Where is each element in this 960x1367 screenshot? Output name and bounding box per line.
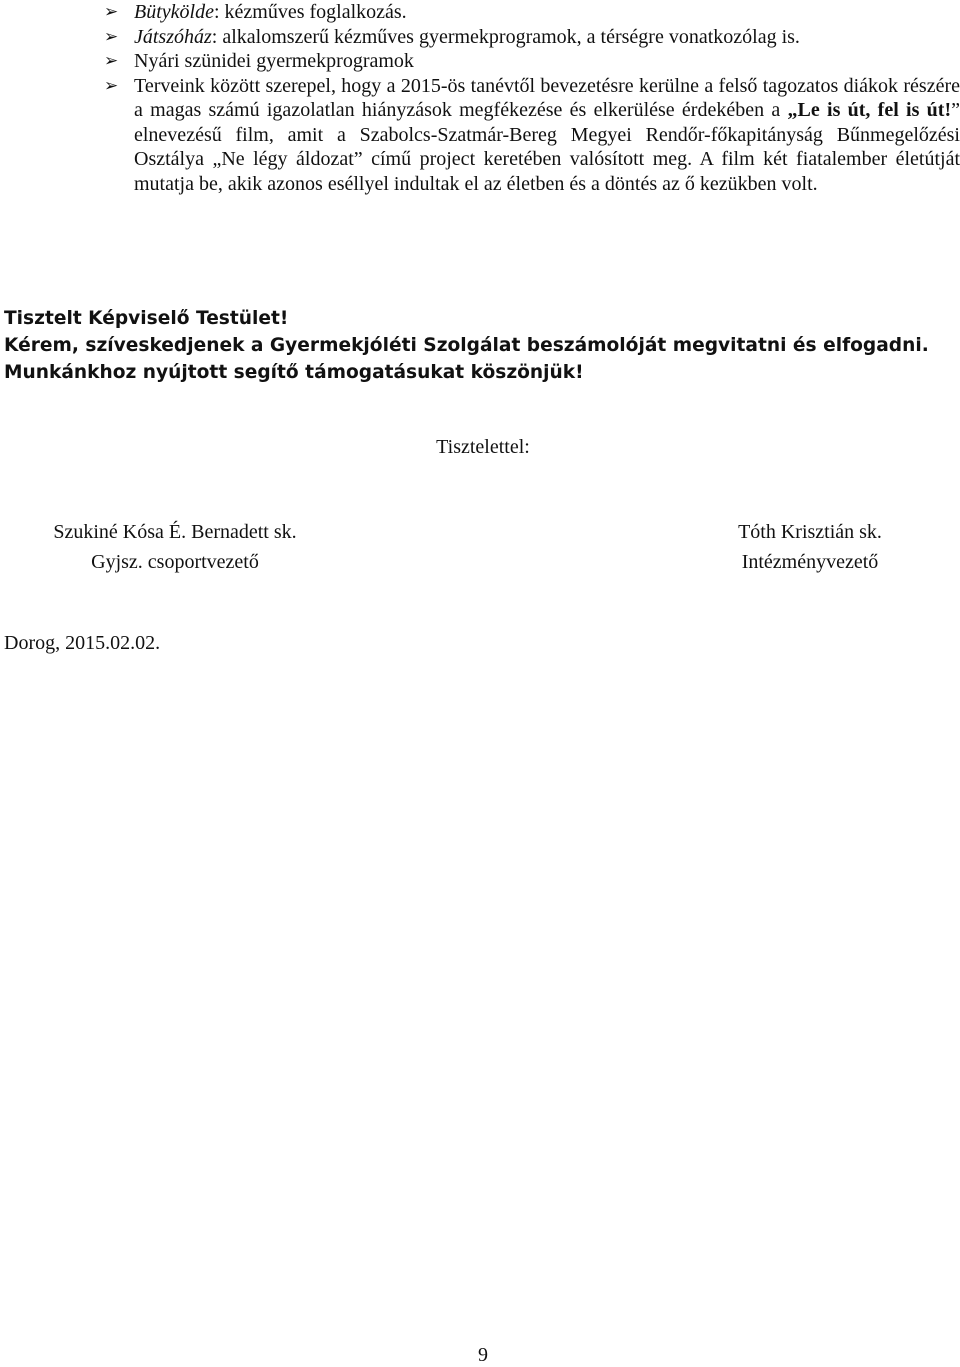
request-line: Kérem, szíveskedjenek a Gyermekjóléti Szolgálat beszámolóját megvitatni és elfogadni.: [4, 335, 929, 356]
list-item: [104, 74, 960, 197]
arrow-bullet-icon: ➢: [104, 75, 119, 96]
paragraph-text: Terveink között szerepel, hogy a 2015-ös tanévtől bevezetésre kerülne a felső tagozatos diákok részére a magas számú igazolatlan hiányzások megfékezése és elkerülése érdekében a: [134, 74, 960, 121]
list-item: [104, 0, 960, 25]
signer-title: Intézményvezető: [741, 551, 879, 573]
arrow-bullet-icon: ➢: [104, 2, 119, 22]
signer-title: Gyjsz. csoportvezető: [91, 551, 259, 573]
item-text: Nyári szünidei gyermekprogramok: [134, 50, 414, 72]
place-date: Dorog, 2015.02.02.: [4, 632, 161, 654]
arrow-bullet-icon: ➢: [104, 26, 119, 47]
arrow-bullet-icon: ➢: [104, 51, 119, 71]
list-item: [104, 49, 960, 74]
item-text: : kézműves foglalkozás.: [213, 1, 407, 23]
bullet-list: [104, 0, 960, 196]
item-label: Játszóház: [134, 25, 212, 48]
signer-name: Tóth Krisztián sk.: [738, 521, 882, 543]
page-number: 9: [478, 1344, 488, 1366]
signature-left: [10, 517, 340, 577]
signature-right: [645, 517, 960, 577]
plans-paragraph: [134, 74, 960, 197]
list-item: [104, 25, 960, 50]
regards: Tisztelettel:: [436, 436, 530, 458]
paragraph-text-cont: ” elnevezésű film, amit a Szabolcs-Szatmár-Bereg Megyei Rendőr-főkapitányság Bűnmegelőzési Osztálya „Ne légy áldozat” című project keretében valósított meg. A film két fiatalember életútját mutatja be, akik azonos eséllyel indultak el az életben és a döntés az ő kezükben volt.: [134, 99, 960, 195]
thanks-line: Munkánkhoz nyújtott segítő támogatásukat köszönjük!: [4, 362, 584, 383]
signer-name: Szukiné Kósa É. Bernadett sk.: [53, 521, 297, 543]
salutation: Tisztelt Képviselő Testület!: [4, 308, 289, 329]
film-title: „Le is út, fel is út!: [787, 99, 952, 121]
item-text: : alkalomszerű kézműves gyermekprogramok, a térségre vonatkozólag is.: [211, 25, 800, 48]
item-label: Bütyköld​e: [134, 1, 214, 23]
closing-block: [4, 305, 944, 386]
